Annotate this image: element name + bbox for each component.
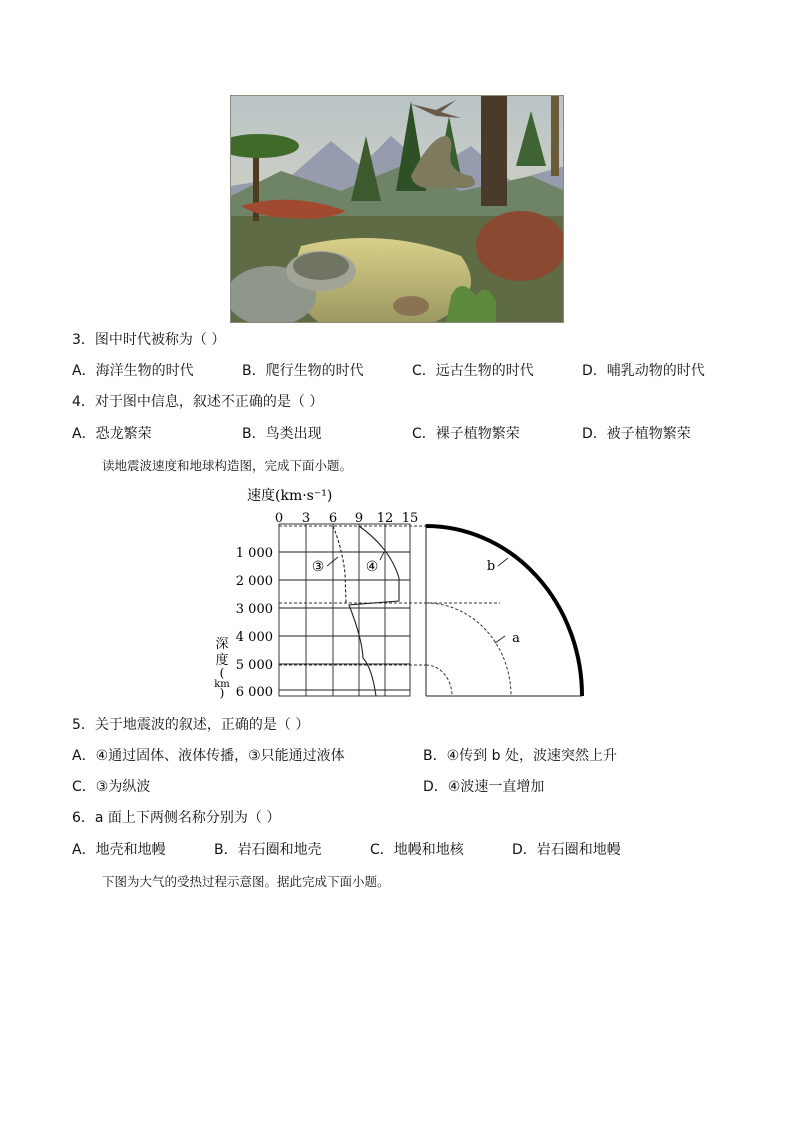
q5-option-c[interactable]: C．③为纵波 — [72, 779, 151, 795]
depth-tick: 3 000 — [235, 602, 273, 617]
depth-tick: 6 000 — [235, 685, 273, 700]
boundary-lines — [279, 526, 500, 665]
q4-option-a[interactable]: A．恐龙繁荣 — [72, 426, 152, 442]
depth-label-char: km — [214, 679, 230, 690]
wave-3-label: ③ — [311, 559, 325, 575]
q6-option-d[interactable]: D．岩石圈和地幔 — [512, 842, 621, 858]
q5-option-d[interactable]: D．④波速一直增加 — [423, 779, 545, 795]
q3-option-b[interactable]: B．爬行生物的时代 — [242, 363, 364, 379]
wave-4-curve — [349, 526, 399, 696]
speed-tick: 12 — [376, 511, 394, 526]
q4-stem: 4．对于图中信息，叙述不正确的是（ ） — [72, 394, 324, 410]
label-b: b — [486, 559, 496, 574]
earth-surface-arc — [426, 526, 582, 696]
mesozoic-scene-illustration — [230, 95, 564, 323]
seismic-diagram — [200, 478, 600, 706]
depth-label-char: 深 — [215, 637, 229, 652]
speed-tick: 15 — [401, 511, 419, 526]
q5-stem: 5．关于地震波的叙述，正确的是（ ） — [72, 717, 310, 733]
label-a: a — [512, 631, 520, 646]
q3-option-d[interactable]: D．哺乳动物的时代 — [582, 363, 705, 379]
q6-stem: 6．a 面上下两侧名称分别为（ ） — [72, 810, 281, 826]
q3-stem: 3．图中时代被称为（ ） — [72, 332, 226, 348]
mantle-core-boundary-arc — [426, 603, 511, 696]
q5-option-b[interactable]: B．④传到 b 处，波速突然上升 — [423, 748, 617, 764]
seismic-wave-figure — [200, 478, 600, 706]
intro-atmosphere: 下图为大气的受热过程示意图。据此完成下面小题。 — [102, 874, 390, 889]
depth-label-char: 度 — [215, 653, 229, 668]
scene-drawing — [231, 96, 564, 323]
q6-option-c[interactable]: C．地幔和地核 — [370, 842, 464, 858]
speed-tick: 6 — [328, 511, 338, 526]
q4-option-c[interactable]: C．裸子植物繁荣 — [412, 426, 520, 442]
depth-tick: 1 000 — [235, 546, 273, 561]
speed-tick: 0 — [274, 511, 284, 526]
inner-core-boundary-arc — [426, 665, 452, 696]
intro-seismic: 读地震波速度和地球构造图，完成下面小题。 — [102, 458, 353, 473]
depth-label-char: ) — [219, 686, 225, 700]
q4-option-b[interactable]: B．鸟类出现 — [242, 426, 322, 442]
q5-option-a[interactable]: A．④通过固体、液体传播，③只能通过液体 — [72, 748, 345, 764]
speed-tick: 9 — [354, 511, 364, 526]
q4-option-d[interactable]: D．被子植物繁荣 — [582, 426, 691, 442]
speed-axis-title: 速度(km·s⁻¹) — [247, 488, 333, 504]
q6-option-b[interactable]: B．岩石圈和地壳 — [214, 842, 322, 858]
wave-3-curve — [333, 526, 346, 603]
depth-label-char: ( — [219, 666, 225, 680]
wave-4-label: ④ — [365, 559, 379, 575]
depth-tick: 2 000 — [235, 574, 273, 589]
speed-depth-grid — [279, 524, 410, 696]
q3-option-c[interactable]: C．远古生物的时代 — [412, 363, 534, 379]
q3-option-a[interactable]: A．海洋生物的时代 — [72, 363, 194, 379]
depth-tick: 4 000 — [235, 630, 273, 645]
depth-tick: 5 000 — [235, 658, 273, 673]
q6-option-a[interactable]: A．地壳和地幔 — [72, 842, 166, 858]
speed-tick: 3 — [301, 511, 311, 526]
